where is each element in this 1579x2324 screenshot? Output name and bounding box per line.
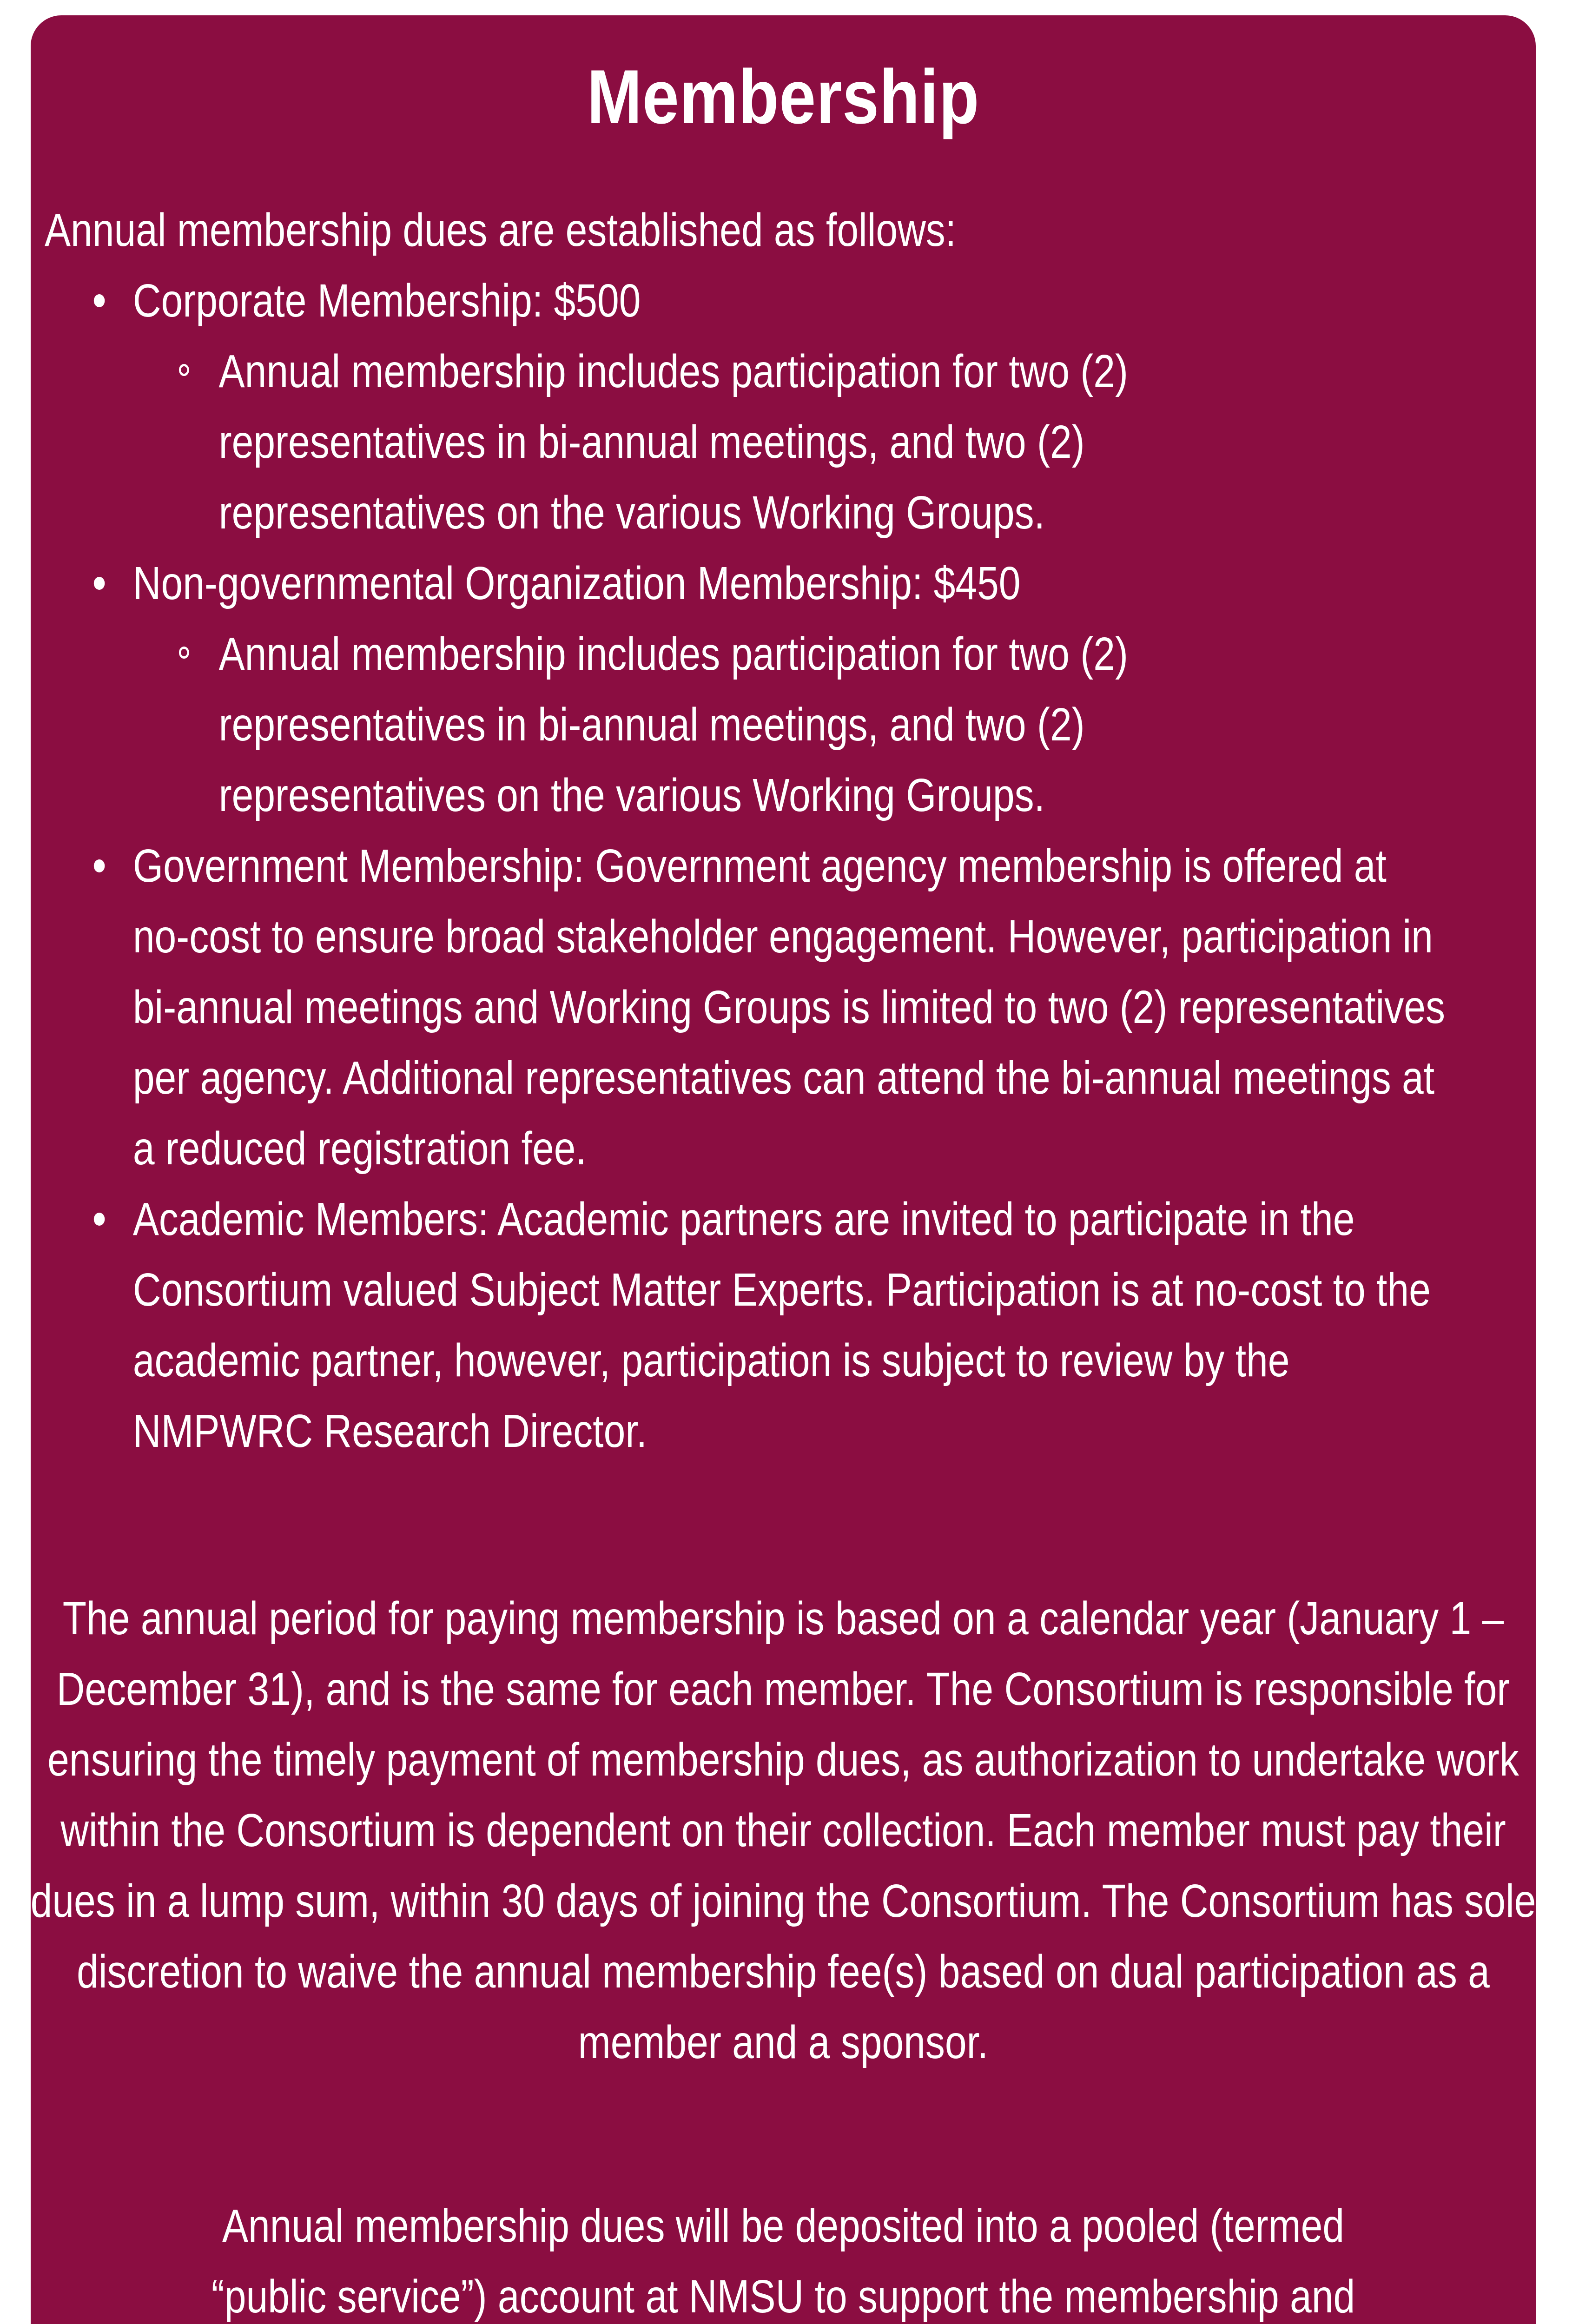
dues-deposit-text: Annual membership dues will be deposited into a pooled (termed “public service”) account at NMSU to support the membership and	[211, 2200, 1355, 2323]
list-item-government	[45, 831, 1453, 1184]
academic-members-text: Academic Members: Academic partners are invited to participate in the Consortium valued Subject Matter Experts. Participation is at no-cost to the academic partner, however, participation is subject to review by the NMPWRC Research Director.	[132, 1193, 1431, 1457]
corporate-membership-label: Corporate Membership: $500	[132, 275, 641, 327]
ngo-membership-label: Non-governmental Organization Membership: $450	[132, 557, 1021, 609]
intro-text: Annual membership dues are established as follows:	[45, 204, 957, 256]
list-item-corporate	[45, 265, 1442, 548]
ngo-membership-detail: Annual membership includes participation for two (2) representatives in bi-annual meetings, and two (2) representatives on the various Working Groups.	[133, 619, 1249, 831]
annual-period-paragraph	[31, 1583, 1536, 2078]
membership-list	[45, 265, 1445, 1466]
corporate-membership-detail: Annual membership includes participation for two (2) representatives in bi-annual meetings, and two (2) representatives on the various Working Groups.	[133, 336, 1249, 548]
government-membership-text: Government Membership: Government agency membership is offered at no-cost to ensure broad stakeholder engagement. However, participation in bi-annual meetings and Working Groups is limited to two (2) representatives per agency. Additional representatives can attend the bi-annual meetings at a reduced registration fee.	[132, 840, 1445, 1175]
list-item-academic	[45, 1184, 1453, 1466]
dues-deposit-paragraph	[31, 2191, 1536, 2324]
list-item-ngo	[45, 548, 1442, 831]
annual-period-text: The annual period for paying membership is based on a calendar year (January 1 – December 31), and is the same for each member. The Consortium is responsible for ensuring the timely payment of membership dues, as authorization to undertake work within the Consortium is dependent on their collection. Each member must pay their dues in a lump sum, within 30 days of joining the Consortium. The Consortium has sole discretion to waive the annual membership fee(s) based on dual participation as a member and a sponsor.	[31, 1592, 1536, 2068]
membership-card	[31, 15, 1536, 2324]
page-title: Membership	[587, 54, 980, 139]
